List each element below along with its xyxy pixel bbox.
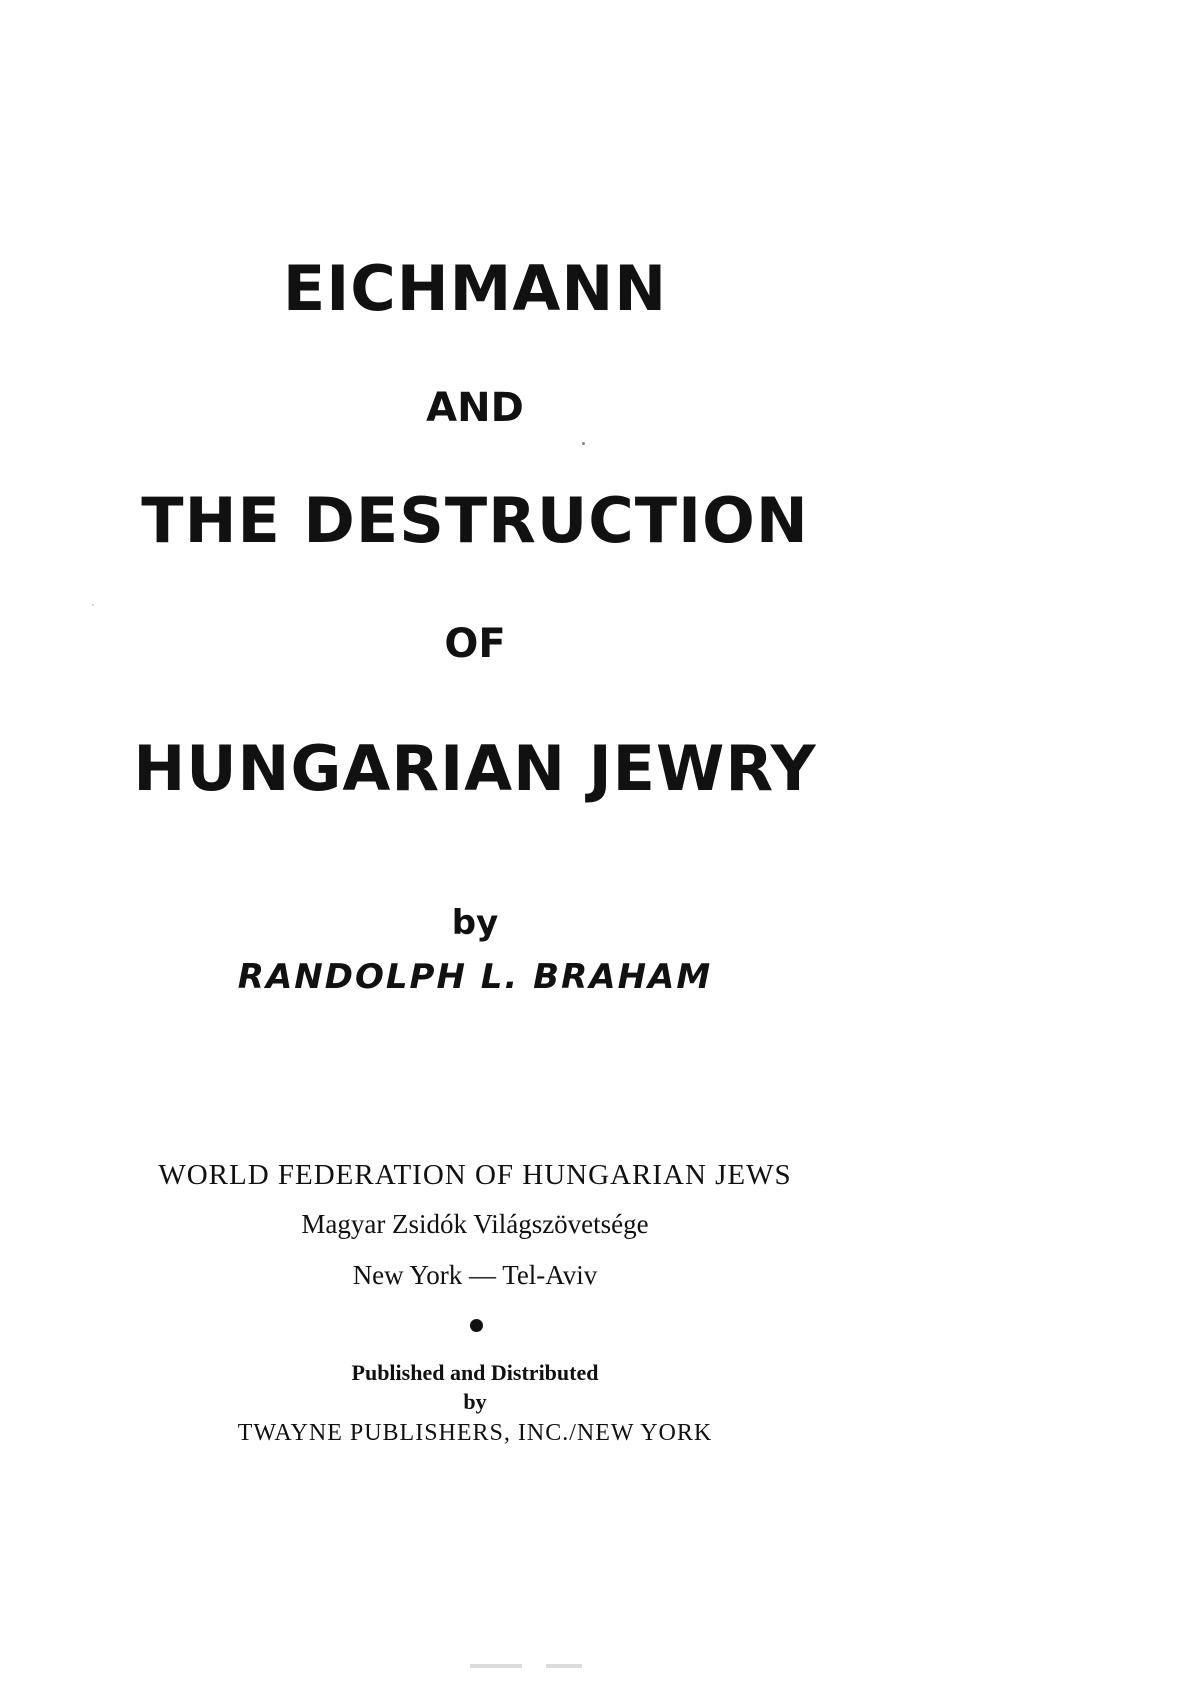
title-line-destruction: THE DESTRUCTION xyxy=(141,484,809,557)
organization-name: WORLD FEDERATION OF HUNGARIAN JEWS xyxy=(158,1159,792,1191)
title-line-hungarian-jewry: HUNGARIAN JEWRY xyxy=(133,732,817,805)
byline-by: by xyxy=(451,903,499,943)
print-speck xyxy=(582,442,585,445)
organization-cities: New York — Tel-Aviv xyxy=(352,1260,598,1290)
organization-name-hungarian: Magyar Zsidók Világszövetsége xyxy=(301,1209,649,1239)
author-name: RANDOLPH L. BRAHAM xyxy=(237,957,713,997)
scan-watermark xyxy=(470,1664,522,1668)
title-line-eichmann: EICHMANN xyxy=(282,252,668,325)
publisher-by: by xyxy=(463,1389,487,1414)
title-line-and: AND xyxy=(426,385,524,431)
bullet-separator xyxy=(470,1319,483,1332)
published-line: Published and Distributed xyxy=(351,1360,599,1385)
scan-watermark xyxy=(546,1664,582,1668)
title-line-of: OF xyxy=(444,621,506,667)
print-speck xyxy=(92,604,94,606)
publisher-name: TWAYNE PUBLISHERS, INC./NEW YORK xyxy=(237,1420,713,1446)
